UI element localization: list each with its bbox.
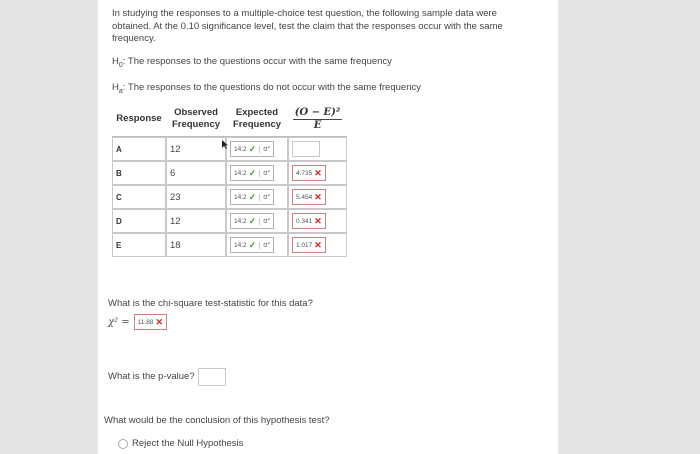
ha-sub: a (118, 87, 123, 95)
check-icon: ✓ (248, 239, 257, 250)
radio-button[interactable] (118, 439, 128, 449)
table-header-row (112, 102, 347, 137)
oe-cell (288, 137, 347, 161)
chi-square-value: 11.88 (137, 318, 154, 326)
expected-input[interactable] (230, 189, 274, 205)
expected-input[interactable] (230, 141, 274, 157)
cross-icon: ✕ (314, 191, 322, 202)
expected-input[interactable] (230, 213, 274, 229)
header-response: Response (112, 102, 166, 137)
chi-square-answer-row (108, 314, 167, 330)
table-row (112, 233, 347, 257)
observed-cell: 12 (166, 137, 226, 161)
cross-icon: ✕ (155, 316, 163, 327)
expected-value: 14.2 (234, 241, 247, 249)
expected-cell (226, 185, 288, 209)
ha-text: : The responses to the questions do not occur with the same frequency (122, 82, 421, 93)
header-expected-line1: Expected (235, 107, 279, 118)
oe-cell (288, 185, 347, 209)
sigma-icon[interactable]: σ° (259, 218, 270, 225)
oe-cell (288, 233, 347, 257)
expected-value: 14.2 (234, 193, 247, 201)
expected-input[interactable] (230, 165, 274, 181)
expected-input[interactable] (230, 237, 274, 253)
frequency-table (112, 102, 347, 257)
expected-value: 14.2 (234, 145, 247, 153)
h0-label: H (112, 56, 119, 67)
header-oe-formula (288, 102, 347, 137)
header-expected-line2: Frequency (232, 119, 282, 130)
check-icon: ✓ (248, 167, 257, 178)
response-cell: C (112, 185, 166, 209)
observed-cell: 18 (166, 233, 226, 257)
check-icon: ✓ (248, 143, 257, 154)
oe-input[interactable] (292, 141, 320, 157)
sigma-icon[interactable]: σ° (259, 146, 270, 153)
cross-icon: ✕ (314, 167, 322, 178)
ha-label: H (112, 82, 119, 93)
expected-cell (226, 137, 288, 161)
response-cell: B (112, 161, 166, 185)
table-row (112, 185, 347, 209)
oe-value: 0.341 (296, 217, 313, 225)
chi-square-question: What is the chi-square test-statistic for this data? (108, 298, 313, 309)
mouse-cursor-icon (222, 140, 228, 149)
oe-input[interactable] (292, 189, 326, 205)
oe-input[interactable] (292, 237, 326, 253)
oe-denominator: E (313, 119, 322, 131)
header-expected (226, 102, 288, 137)
expected-cell (226, 209, 288, 233)
check-icon: ✓ (248, 191, 257, 202)
alternative-hypothesis (112, 82, 421, 95)
sigma-icon[interactable]: σ° (259, 194, 270, 201)
oe-cell (288, 161, 347, 185)
p-value-question: What is the p-value? (108, 371, 195, 382)
problem-intro: In studying the responses to a multiple-choice test question, the following sample data were obtained. At the 0.10 significance level, test the claim that the responses occur with the same frequency. (112, 8, 503, 44)
oe-value: 4.735 (296, 169, 313, 177)
oe-cell (288, 209, 347, 233)
oe-fraction (293, 107, 343, 132)
table-row (112, 137, 347, 161)
expected-cell (226, 161, 288, 185)
expected-cell (226, 233, 288, 257)
oe-value: 1.017 (296, 241, 313, 249)
chi-square-label: χ² = (108, 316, 130, 328)
response-cell: A (112, 137, 166, 161)
conclusion-question: What would be the conclusion of this hypothesis test? (104, 415, 330, 426)
header-observed-line2: Frequency (171, 119, 221, 130)
oe-input[interactable] (292, 165, 326, 181)
table-row (112, 161, 347, 185)
null-hypothesis (112, 56, 392, 69)
h0-text: : The responses to the questions occur with the same frequency (122, 56, 392, 67)
oe-numerator: (O − E)² (294, 106, 341, 118)
observed-cell: 12 (166, 209, 226, 233)
p-value-input[interactable] (198, 368, 226, 386)
observed-cell: 23 (166, 185, 226, 209)
option-reject-null[interactable] (118, 438, 243, 449)
table-row (112, 209, 347, 233)
response-cell: D (112, 209, 166, 233)
response-cell: E (112, 233, 166, 257)
expected-value: 14.2 (234, 169, 247, 177)
header-observed (166, 102, 226, 137)
expected-value: 14.2 (234, 217, 247, 225)
cross-icon: ✕ (314, 239, 322, 250)
check-icon: ✓ (248, 215, 257, 226)
oe-input[interactable] (292, 213, 326, 229)
header-observed-line1: Observed (174, 107, 218, 118)
sigma-icon[interactable]: σ° (259, 242, 270, 249)
sigma-icon[interactable]: σ° (259, 170, 270, 177)
option-label: Reject the Null Hypothesis (132, 438, 244, 449)
cross-icon: ✕ (314, 215, 322, 226)
oe-value: 5.454 (296, 193, 313, 201)
h0-sub: 0 (118, 61, 123, 69)
observed-cell: 6 (166, 161, 226, 185)
chi-square-input[interactable] (134, 314, 167, 330)
